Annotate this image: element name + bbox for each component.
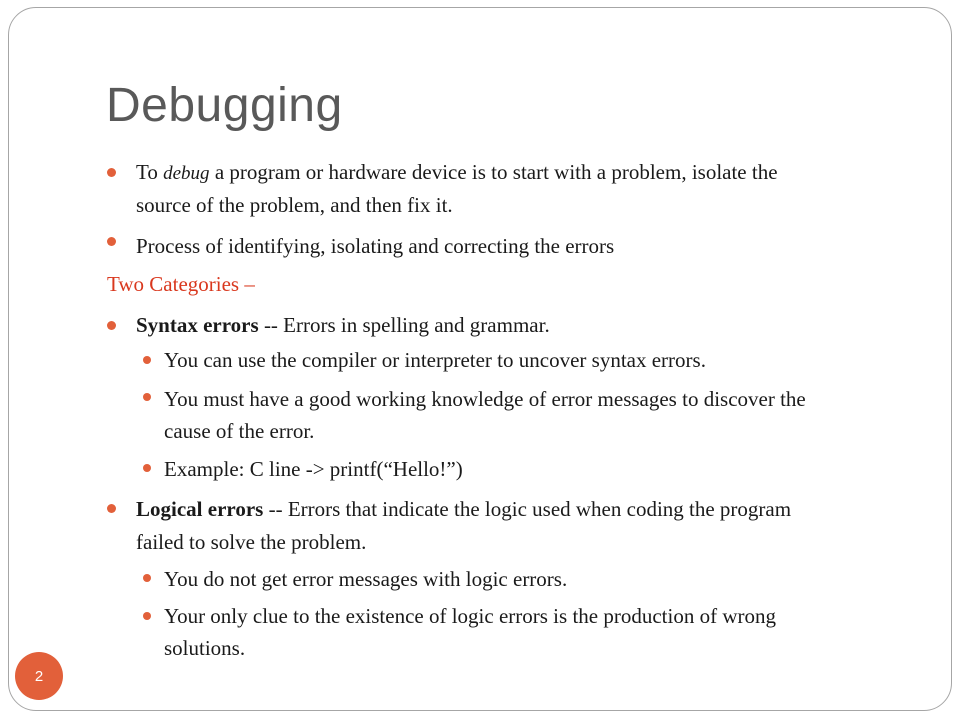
sub-bullet-icon <box>143 612 151 620</box>
syntax-sub2-line2: cause of the error. <box>164 419 315 443</box>
text-italic-debug: debug <box>163 163 210 184</box>
sub-bullet-icon <box>143 464 151 472</box>
sub-bullet-icon <box>143 574 151 582</box>
bullet-logical-errors-line2: failed to solve the problem. <box>136 530 367 554</box>
logical-errors-label: Logical errors <box>136 497 264 521</box>
categories-heading: Two Categories – <box>107 272 255 296</box>
syntax-sub3-example: Example: C line -> printf(“Hello!”) <box>164 457 463 481</box>
logical-errors-desc: -- Errors that indicate the logic used when coding the program <box>263 497 792 521</box>
syntax-sub1: You can use the compiler or interpreter to uncover syntax errors. <box>164 348 706 372</box>
logical-sub2-line1: Your only clue to the existence of logic errors is the production of wrong <box>164 604 776 628</box>
sub-bullet-icon <box>143 356 151 364</box>
syntax-errors-desc: -- Errors in spelling and grammar. <box>258 313 550 337</box>
sub-bullet-icon <box>143 393 151 401</box>
slide-title: Debugging <box>106 79 343 132</box>
bullet-syntax-errors <box>136 309 550 341</box>
logical-sub2-line2: solutions. <box>164 636 246 660</box>
bullet-icon <box>107 168 116 177</box>
bullet-logical-errors-line1 <box>136 493 791 525</box>
page-number-badge: 2 <box>15 652 63 700</box>
logical-sub1: You do not get error messages with logic errors. <box>164 567 568 591</box>
syntax-sub2-line1: You must have a good working knowledge of error messages to discover the <box>164 387 806 411</box>
bullet-icon <box>107 504 116 513</box>
text-rest: a program or hardware device is to start with a problem, isolate the <box>209 160 778 184</box>
bullet-debug-definition-line2: source of the problem, and then fix it. <box>136 193 453 217</box>
bullet-debug-definition-line1 <box>136 156 778 190</box>
bullet-icon <box>107 237 116 246</box>
syntax-errors-label: Syntax errors <box>136 313 259 337</box>
text-prefix: To <box>136 160 164 184</box>
bullet-icon <box>107 321 116 330</box>
bullet-process: Process of identifying, isolating and correcting the errors <box>136 234 615 258</box>
